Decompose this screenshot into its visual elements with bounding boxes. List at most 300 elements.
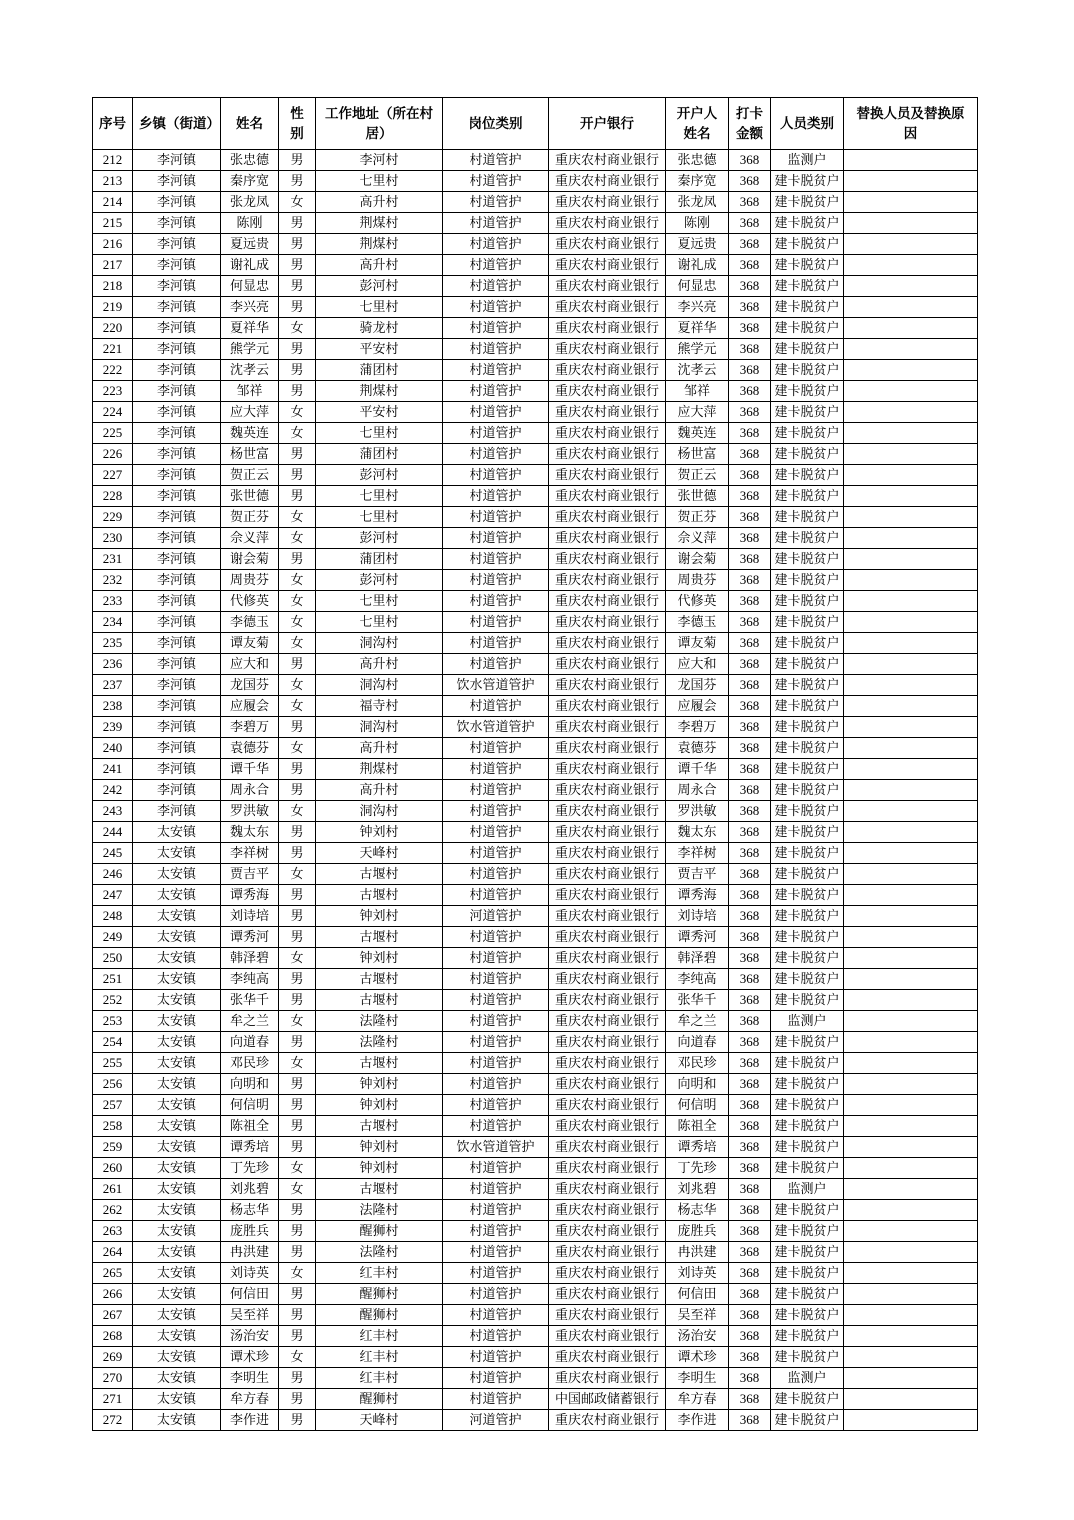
cell-township: 李河镇 <box>133 570 221 591</box>
cell-account-name: 李明生 <box>666 1368 729 1389</box>
cell-gender: 男 <box>279 990 316 1011</box>
cell-person-category: 建卡脱贫户 <box>771 465 844 486</box>
cell-amount: 368 <box>729 507 771 528</box>
cell-amount: 368 <box>729 486 771 507</box>
cell-seq: 251 <box>93 969 133 990</box>
cell-account-name: 汤治安 <box>666 1326 729 1347</box>
cell-amount: 368 <box>729 1158 771 1179</box>
cell-job-category: 村道管护 <box>443 1116 549 1137</box>
cell-gender: 男 <box>279 1389 316 1410</box>
cell-amount: 368 <box>729 927 771 948</box>
table-row <box>93 318 978 339</box>
table-row <box>93 1326 978 1347</box>
cell-person-category: 建卡脱贫户 <box>771 969 844 990</box>
cell-gender: 男 <box>279 234 316 255</box>
cell-account-name: 何信田 <box>666 1284 729 1305</box>
cell-bank: 重庆农村商业银行 <box>549 444 666 465</box>
cell-name: 应履会 <box>221 696 279 717</box>
cell-gender: 女 <box>279 528 316 549</box>
cell-bank: 重庆农村商业银行 <box>549 1158 666 1179</box>
cell-amount: 368 <box>729 150 771 171</box>
cell-person-category: 建卡脱贫户 <box>771 1410 844 1431</box>
cell-village: 平安村 <box>316 339 443 360</box>
table-row <box>93 822 978 843</box>
cell-seq: 232 <box>93 570 133 591</box>
cell-seq: 236 <box>93 654 133 675</box>
cell-amount: 368 <box>729 759 771 780</box>
cell-replacement <box>844 822 978 843</box>
cell-village: 彭河村 <box>316 570 443 591</box>
cell-replacement <box>844 402 978 423</box>
cell-gender: 男 <box>279 381 316 402</box>
cell-bank: 重庆农村商业银行 <box>549 528 666 549</box>
cell-name: 谭友菊 <box>221 633 279 654</box>
cell-job-category: 村道管护 <box>443 360 549 381</box>
cell-job-category: 村道管护 <box>443 150 549 171</box>
cell-village: 钟刘村 <box>316 1095 443 1116</box>
cell-amount: 368 <box>729 276 771 297</box>
cell-seq: 241 <box>93 759 133 780</box>
cell-amount: 368 <box>729 213 771 234</box>
cell-village: 古堰村 <box>316 990 443 1011</box>
cell-job-category: 村道管护 <box>443 549 549 570</box>
cell-bank: 重庆农村商业银行 <box>549 1410 666 1431</box>
table-row <box>93 780 978 801</box>
table-row <box>93 423 978 444</box>
cell-account-name: 刘兆碧 <box>666 1179 729 1200</box>
cell-seq: 230 <box>93 528 133 549</box>
table-row <box>93 864 978 885</box>
cell-township: 李河镇 <box>133 549 221 570</box>
cell-township: 李河镇 <box>133 360 221 381</box>
cell-replacement <box>844 297 978 318</box>
cell-bank: 重庆农村商业银行 <box>549 1368 666 1389</box>
cell-township: 太安镇 <box>133 1116 221 1137</box>
cell-seq: 218 <box>93 276 133 297</box>
cell-person-category: 建卡脱贫户 <box>771 612 844 633</box>
cell-replacement <box>844 759 978 780</box>
cell-person-category: 建卡脱贫户 <box>771 381 844 402</box>
cell-township: 李河镇 <box>133 402 221 423</box>
header-row <box>93 98 978 150</box>
cell-amount: 368 <box>729 297 771 318</box>
cell-person-category: 建卡脱贫户 <box>771 738 844 759</box>
cell-name: 周永合 <box>221 780 279 801</box>
cell-account-name: 应大萍 <box>666 402 729 423</box>
cell-village: 红丰村 <box>316 1368 443 1389</box>
cell-account-name: 谭秀培 <box>666 1137 729 1158</box>
cell-seq: 248 <box>93 906 133 927</box>
cell-amount: 368 <box>729 1137 771 1158</box>
cell-township: 李河镇 <box>133 381 221 402</box>
cell-person-category: 建卡脱贫户 <box>771 1074 844 1095</box>
cell-gender: 男 <box>279 1368 316 1389</box>
cell-name: 魏英连 <box>221 423 279 444</box>
table-row <box>93 1284 978 1305</box>
cell-township: 李河镇 <box>133 759 221 780</box>
cell-bank: 重庆农村商业银行 <box>549 150 666 171</box>
cell-amount: 368 <box>729 801 771 822</box>
cell-name: 李纯高 <box>221 969 279 990</box>
cell-gender: 女 <box>279 1263 316 1284</box>
cell-gender: 男 <box>279 1116 316 1137</box>
cell-township: 太安镇 <box>133 1179 221 1200</box>
cell-name: 牟之兰 <box>221 1011 279 1032</box>
cell-person-category: 建卡脱贫户 <box>771 843 844 864</box>
cell-township: 太安镇 <box>133 906 221 927</box>
cell-job-category: 村道管护 <box>443 402 549 423</box>
cell-person-category: 建卡脱贫户 <box>771 1137 844 1158</box>
cell-person-category: 建卡脱贫户 <box>771 633 844 654</box>
cell-seq: 226 <box>93 444 133 465</box>
cell-gender: 男 <box>279 465 316 486</box>
cell-township: 太安镇 <box>133 927 221 948</box>
cell-name: 邓民珍 <box>221 1053 279 1074</box>
cell-gender: 男 <box>279 822 316 843</box>
table-row <box>93 570 978 591</box>
cell-township: 太安镇 <box>133 1137 221 1158</box>
cell-name: 龙国芬 <box>221 675 279 696</box>
table-row <box>93 234 978 255</box>
cell-account-name: 韩泽碧 <box>666 948 729 969</box>
cell-person-category: 建卡脱贫户 <box>771 1347 844 1368</box>
table-row <box>93 927 978 948</box>
cell-village: 平安村 <box>316 402 443 423</box>
cell-replacement <box>844 1221 978 1242</box>
cell-seq: 217 <box>93 255 133 276</box>
cell-replacement <box>844 213 978 234</box>
cell-name: 谭秀培 <box>221 1137 279 1158</box>
cell-bank: 重庆农村商业银行 <box>549 381 666 402</box>
cell-village: 蒲团村 <box>316 444 443 465</box>
cell-village: 荆煤村 <box>316 234 443 255</box>
cell-name: 夏祥华 <box>221 318 279 339</box>
cell-bank: 重庆农村商业银行 <box>549 507 666 528</box>
cell-bank: 重庆农村商业银行 <box>549 1242 666 1263</box>
cell-amount: 368 <box>729 675 771 696</box>
column-header-township: 乡镇（街道） <box>133 98 221 150</box>
cell-amount: 368 <box>729 885 771 906</box>
cell-seq: 212 <box>93 150 133 171</box>
cell-name: 汤治安 <box>221 1326 279 1347</box>
cell-account-name: 牟方春 <box>666 1389 729 1410</box>
table-row <box>93 969 978 990</box>
table-row <box>93 171 978 192</box>
cell-account-name: 李德玉 <box>666 612 729 633</box>
cell-replacement <box>844 1032 978 1053</box>
cell-gender: 男 <box>279 1242 316 1263</box>
cell-job-category: 饮水管道管护 <box>443 717 549 738</box>
cell-replacement <box>844 738 978 759</box>
cell-account-name: 何显忠 <box>666 276 729 297</box>
cell-bank: 重庆农村商业银行 <box>549 612 666 633</box>
cell-person-category: 建卡脱贫户 <box>771 234 844 255</box>
cell-replacement <box>844 906 978 927</box>
cell-gender: 男 <box>279 654 316 675</box>
cell-village: 洞沟村 <box>316 675 443 696</box>
cell-amount: 368 <box>729 528 771 549</box>
cell-gender: 女 <box>279 696 316 717</box>
cell-job-category: 村道管护 <box>443 1053 549 1074</box>
cell-bank: 重庆农村商业银行 <box>549 549 666 570</box>
cell-seq: 228 <box>93 486 133 507</box>
cell-village: 彭河村 <box>316 528 443 549</box>
cell-job-category: 村道管护 <box>443 1095 549 1116</box>
cell-amount: 368 <box>729 633 771 654</box>
cell-name: 张世德 <box>221 486 279 507</box>
cell-township: 太安镇 <box>133 969 221 990</box>
cell-person-category: 建卡脱贫户 <box>771 1095 844 1116</box>
cell-township: 太安镇 <box>133 1410 221 1431</box>
cell-job-category: 村道管护 <box>443 1158 549 1179</box>
cell-bank: 重庆农村商业银行 <box>549 1221 666 1242</box>
cell-amount: 368 <box>729 444 771 465</box>
table-row <box>93 1179 978 1200</box>
cell-account-name: 秦序宽 <box>666 171 729 192</box>
cell-bank: 重庆农村商业银行 <box>549 276 666 297</box>
cell-job-category: 村道管护 <box>443 1242 549 1263</box>
cell-bank: 重庆农村商业银行 <box>549 255 666 276</box>
cell-township: 太安镇 <box>133 885 221 906</box>
cell-seq: 262 <box>93 1200 133 1221</box>
cell-amount: 368 <box>729 1242 771 1263</box>
cell-person-category: 建卡脱贫户 <box>771 507 844 528</box>
cell-amount: 368 <box>729 1011 771 1032</box>
cell-bank: 重庆农村商业银行 <box>549 318 666 339</box>
cell-bank: 重庆农村商业银行 <box>549 1263 666 1284</box>
table-row <box>93 150 978 171</box>
cell-village: 蒲团村 <box>316 360 443 381</box>
cell-name: 袁德芬 <box>221 738 279 759</box>
cell-bank: 重庆农村商业银行 <box>549 1347 666 1368</box>
cell-village: 红丰村 <box>316 1347 443 1368</box>
cell-gender: 男 <box>279 150 316 171</box>
cell-township: 李河镇 <box>133 738 221 759</box>
cell-job-category: 村道管护 <box>443 591 549 612</box>
cell-replacement <box>844 591 978 612</box>
table-row <box>93 738 978 759</box>
cell-gender: 女 <box>279 801 316 822</box>
cell-account-name: 杨世富 <box>666 444 729 465</box>
cell-name: 张忠德 <box>221 150 279 171</box>
cell-account-name: 邓民珍 <box>666 1053 729 1074</box>
cell-account-name: 夏远贵 <box>666 234 729 255</box>
cell-gender: 男 <box>279 171 316 192</box>
cell-seq: 245 <box>93 843 133 864</box>
cell-replacement <box>844 990 978 1011</box>
cell-township: 太安镇 <box>133 1263 221 1284</box>
cell-replacement <box>844 318 978 339</box>
cell-job-category: 村道管护 <box>443 381 549 402</box>
cell-person-category: 建卡脱贫户 <box>771 1326 844 1347</box>
cell-bank: 重庆农村商业银行 <box>549 213 666 234</box>
cell-village: 七里村 <box>316 171 443 192</box>
cell-township: 太安镇 <box>133 822 221 843</box>
cell-village: 高升村 <box>316 192 443 213</box>
cell-account-name: 周永合 <box>666 780 729 801</box>
cell-seq: 271 <box>93 1389 133 1410</box>
table-row <box>93 1242 978 1263</box>
cell-job-category: 村道管护 <box>443 276 549 297</box>
cell-village: 钟刘村 <box>316 1074 443 1095</box>
cell-person-category: 建卡脱贫户 <box>771 1116 844 1137</box>
cell-person-category: 建卡脱贫户 <box>771 1200 844 1221</box>
cell-replacement <box>844 234 978 255</box>
cell-name: 冉洪建 <box>221 1242 279 1263</box>
cell-account-name: 佘义萍 <box>666 528 729 549</box>
cell-seq: 265 <box>93 1263 133 1284</box>
cell-township: 李河镇 <box>133 507 221 528</box>
cell-gender: 男 <box>279 843 316 864</box>
table-row <box>93 507 978 528</box>
cell-account-name: 袁德芬 <box>666 738 729 759</box>
table-row <box>93 885 978 906</box>
cell-job-category: 村道管护 <box>443 297 549 318</box>
cell-bank: 重庆农村商业银行 <box>549 969 666 990</box>
cell-village: 法隆村 <box>316 1011 443 1032</box>
cell-village: 蒲团村 <box>316 549 443 570</box>
cell-village: 法隆村 <box>316 1242 443 1263</box>
table-row <box>93 906 978 927</box>
cell-name: 代修英 <box>221 591 279 612</box>
cell-gender: 男 <box>279 969 316 990</box>
cell-account-name: 李纯高 <box>666 969 729 990</box>
cell-seq: 239 <box>93 717 133 738</box>
cell-township: 李河镇 <box>133 801 221 822</box>
cell-replacement <box>844 696 978 717</box>
cell-person-category: 建卡脱贫户 <box>771 255 844 276</box>
cell-job-category: 饮水管道管护 <box>443 1137 549 1158</box>
cell-bank: 重庆农村商业银行 <box>549 633 666 654</box>
cell-seq: 266 <box>93 1284 133 1305</box>
cell-seq: 258 <box>93 1116 133 1137</box>
cell-gender: 男 <box>279 1095 316 1116</box>
cell-seq: 233 <box>93 591 133 612</box>
cell-bank: 重庆农村商业银行 <box>549 948 666 969</box>
cell-job-category: 村道管护 <box>443 948 549 969</box>
table-row <box>93 990 978 1011</box>
cell-village: 荆煤村 <box>316 381 443 402</box>
cell-amount: 368 <box>729 654 771 675</box>
cell-bank: 中国邮政储蓄银行 <box>549 1389 666 1410</box>
cell-account-name: 罗洪敏 <box>666 801 729 822</box>
cell-village: 七里村 <box>316 297 443 318</box>
cell-village: 古堰村 <box>316 927 443 948</box>
cell-village: 荆煤村 <box>316 213 443 234</box>
cell-amount: 368 <box>729 717 771 738</box>
cell-person-category: 建卡脱贫户 <box>771 528 844 549</box>
cell-gender: 男 <box>279 717 316 738</box>
cell-replacement <box>844 528 978 549</box>
cell-job-category: 村道管护 <box>443 612 549 633</box>
table-row <box>93 1032 978 1053</box>
cell-person-category: 建卡脱贫户 <box>771 339 844 360</box>
cell-replacement <box>844 570 978 591</box>
cell-amount: 368 <box>729 1347 771 1368</box>
cell-amount: 368 <box>729 465 771 486</box>
table-row <box>93 549 978 570</box>
cell-gender: 男 <box>279 486 316 507</box>
cell-name: 沈孝云 <box>221 360 279 381</box>
table-row <box>93 591 978 612</box>
cell-bank: 重庆农村商业银行 <box>549 1095 666 1116</box>
cell-account-name: 周贵芬 <box>666 570 729 591</box>
cell-seq: 256 <box>93 1074 133 1095</box>
cell-name: 何信明 <box>221 1095 279 1116</box>
table-row <box>93 759 978 780</box>
cell-name: 张龙凤 <box>221 192 279 213</box>
table-row <box>93 486 978 507</box>
cell-name: 庞胜兵 <box>221 1221 279 1242</box>
cell-job-category: 村道管护 <box>443 507 549 528</box>
cell-township: 李河镇 <box>133 423 221 444</box>
cell-account-name: 庞胜兵 <box>666 1221 729 1242</box>
cell-replacement <box>844 276 978 297</box>
cell-bank: 重庆农村商业银行 <box>549 738 666 759</box>
table-row <box>93 1410 978 1431</box>
cell-account-name: 谭友菊 <box>666 633 729 654</box>
cell-bank: 重庆农村商业银行 <box>549 654 666 675</box>
cell-bank: 重庆农村商业银行 <box>549 801 666 822</box>
cell-bank: 重庆农村商业银行 <box>549 591 666 612</box>
cell-bank: 重庆农村商业银行 <box>549 1011 666 1032</box>
cell-village: 七里村 <box>316 591 443 612</box>
cell-seq: 255 <box>93 1053 133 1074</box>
cell-replacement <box>844 843 978 864</box>
cell-gender: 女 <box>279 402 316 423</box>
table-row <box>93 612 978 633</box>
cell-job-category: 村道管护 <box>443 927 549 948</box>
cell-replacement <box>844 780 978 801</box>
cell-job-category: 村道管护 <box>443 1011 549 1032</box>
table-row <box>93 675 978 696</box>
cell-account-name: 贺正云 <box>666 465 729 486</box>
cell-seq: 231 <box>93 549 133 570</box>
cell-job-category: 村道管护 <box>443 1032 549 1053</box>
table-row <box>93 1368 978 1389</box>
cell-gender: 男 <box>279 297 316 318</box>
cell-person-category: 建卡脱贫户 <box>771 297 844 318</box>
cell-replacement <box>844 675 978 696</box>
cell-amount: 368 <box>729 1368 771 1389</box>
cell-replacement <box>844 423 978 444</box>
cell-name: 谢礼成 <box>221 255 279 276</box>
cell-name: 应大和 <box>221 654 279 675</box>
cell-gender: 男 <box>279 906 316 927</box>
cell-gender: 女 <box>279 864 316 885</box>
cell-bank: 重庆农村商业银行 <box>549 1032 666 1053</box>
cell-township: 李河镇 <box>133 213 221 234</box>
cell-amount: 368 <box>729 1200 771 1221</box>
cell-township: 李河镇 <box>133 339 221 360</box>
cell-bank: 重庆农村商业银行 <box>549 1074 666 1095</box>
cell-bank: 重庆农村商业银行 <box>549 1284 666 1305</box>
cell-gender: 女 <box>279 591 316 612</box>
table-row <box>93 1137 978 1158</box>
cell-township: 李河镇 <box>133 612 221 633</box>
cell-township: 太安镇 <box>133 990 221 1011</box>
cell-replacement <box>844 1179 978 1200</box>
cell-village: 李河村 <box>316 150 443 171</box>
cell-job-category: 村道管护 <box>443 1305 549 1326</box>
cell-replacement <box>844 507 978 528</box>
cell-bank: 重庆农村商业银行 <box>549 570 666 591</box>
cell-township: 太安镇 <box>133 1389 221 1410</box>
cell-township: 李河镇 <box>133 276 221 297</box>
cell-account-name: 李兴亮 <box>666 297 729 318</box>
cell-amount: 368 <box>729 1305 771 1326</box>
cell-replacement <box>844 192 978 213</box>
